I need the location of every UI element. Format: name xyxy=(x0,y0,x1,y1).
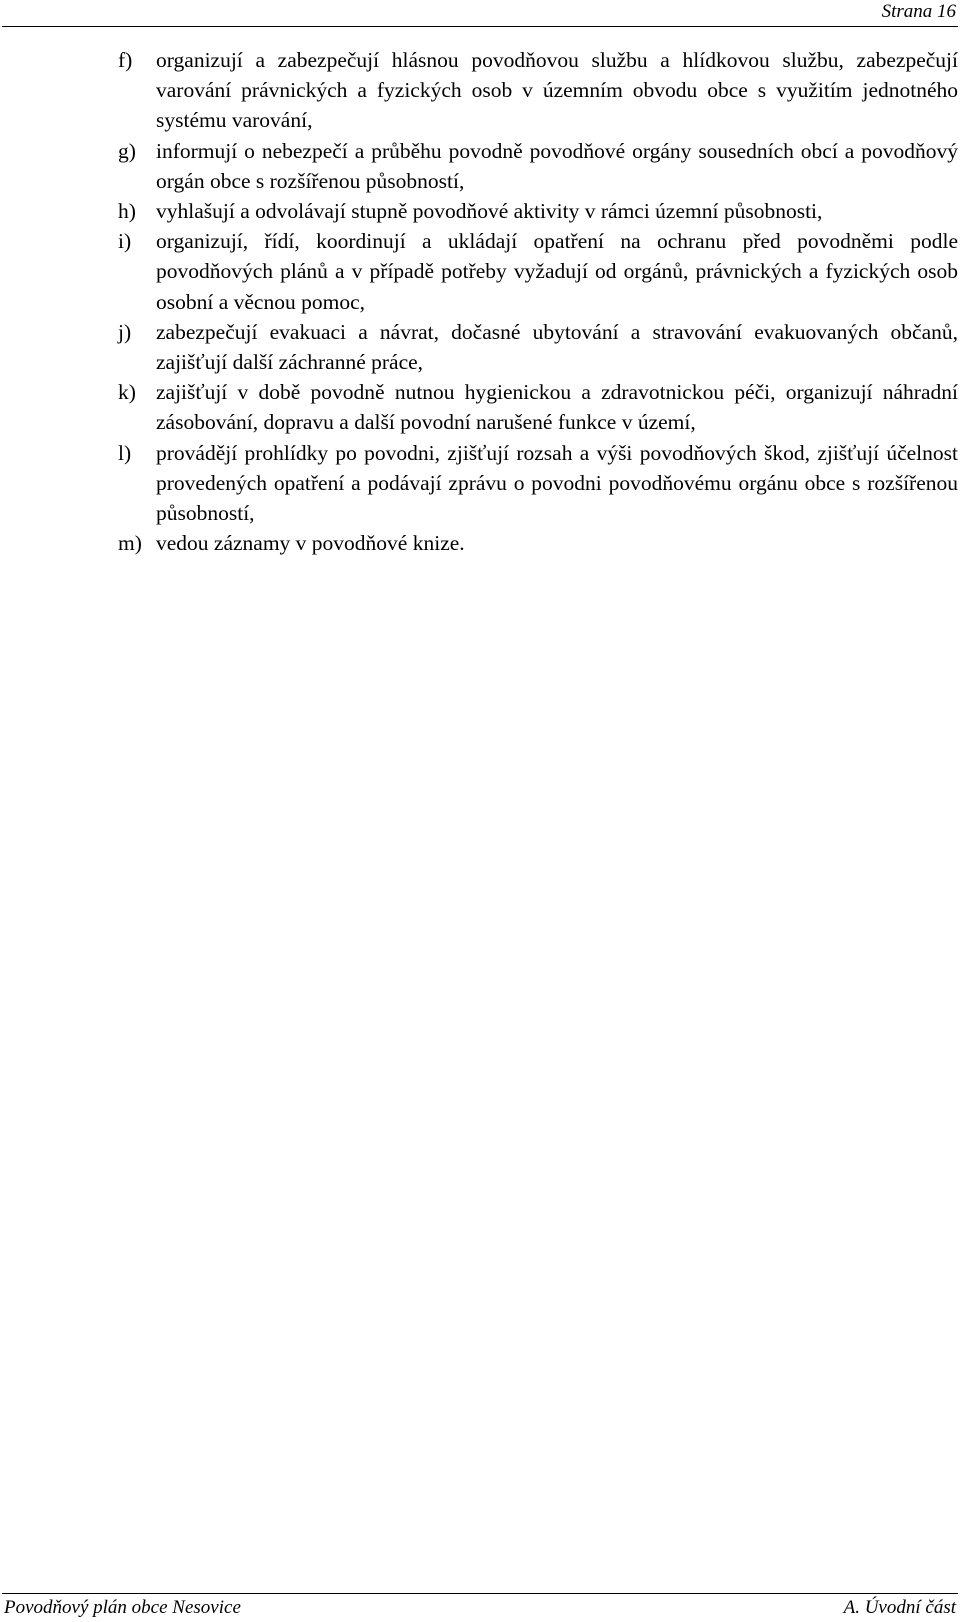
list-item-text: organizují, řídí, koordinují a ukládají opatření na ochranu před povodněmi podle povodňových plánů a v případě potřeby vyžadují od orgánů, právnických a fyzických osob osobní a věcnou pomoc, xyxy=(156,229,958,314)
list-item-text: vedou záznamy v povodňové knize. xyxy=(156,531,465,556)
footer-section-title: A. Úvodní část xyxy=(843,1597,956,1618)
list-marker: f) xyxy=(118,48,133,72)
list-item-f xyxy=(118,45,958,136)
list-item-i xyxy=(118,226,958,317)
list-marker: j) xyxy=(118,319,132,344)
list-item-l xyxy=(118,438,958,529)
list-item-m xyxy=(118,528,958,558)
list-item-text: organizují a zabezpečují hlásnou povodňovou službu a hlídkovou službu, zabezpečují varování právnických a fyzických osob v územním obvodu obce s využitím jednotného systému varování, xyxy=(156,48,958,133)
list-item-h xyxy=(118,196,958,226)
page-footer xyxy=(0,1593,960,1622)
document-body xyxy=(118,45,958,558)
page-header xyxy=(0,0,960,27)
header-divider xyxy=(2,26,958,27)
list-item-k xyxy=(118,377,958,437)
list-item-text: provádějí prohlídky po povodni, zjišťují rozsah a výši povodňových škod, zjišťují účelnost provedených opatření a podávají zprávu o povodni povodňovému orgánu obce s rozšířenou působností, xyxy=(156,440,958,526)
footer-divider xyxy=(2,1593,958,1594)
list-item-g xyxy=(118,136,958,196)
list-item-text: informují o nebezpečí a průběhu povodně povodňové orgány sousedních obcí a povodňový orgán obce s rozšířenou působností, xyxy=(156,138,958,193)
list-item-text: zajišťují v době povodně nutnou hygienickou a zdravotnickou péči, organizují náhradní zásobování, dopravu a další povodní narušené funkce v území, xyxy=(156,380,958,435)
list-marker: k) xyxy=(118,380,136,405)
list-item-text: zabezpečují evakuaci a návrat, dočasné ubytování a stravování evakuovaných občanů, zajišťují další záchranné práce, xyxy=(156,319,958,375)
list-item-j xyxy=(118,317,958,377)
list-item-text: vyhlašují a odvolávají stupně povodňové aktivity v rámci územní působnosti, xyxy=(156,199,823,224)
list-marker: m) xyxy=(118,531,142,556)
list-marker: i) xyxy=(118,229,132,254)
list-marker: h) xyxy=(118,199,136,224)
page-number: Strana 16 xyxy=(881,1,956,22)
footer-document-title: Povodňový plán obce Nesovice xyxy=(4,1597,241,1618)
list-marker: g) xyxy=(118,138,136,163)
list-marker: l) xyxy=(118,440,132,465)
